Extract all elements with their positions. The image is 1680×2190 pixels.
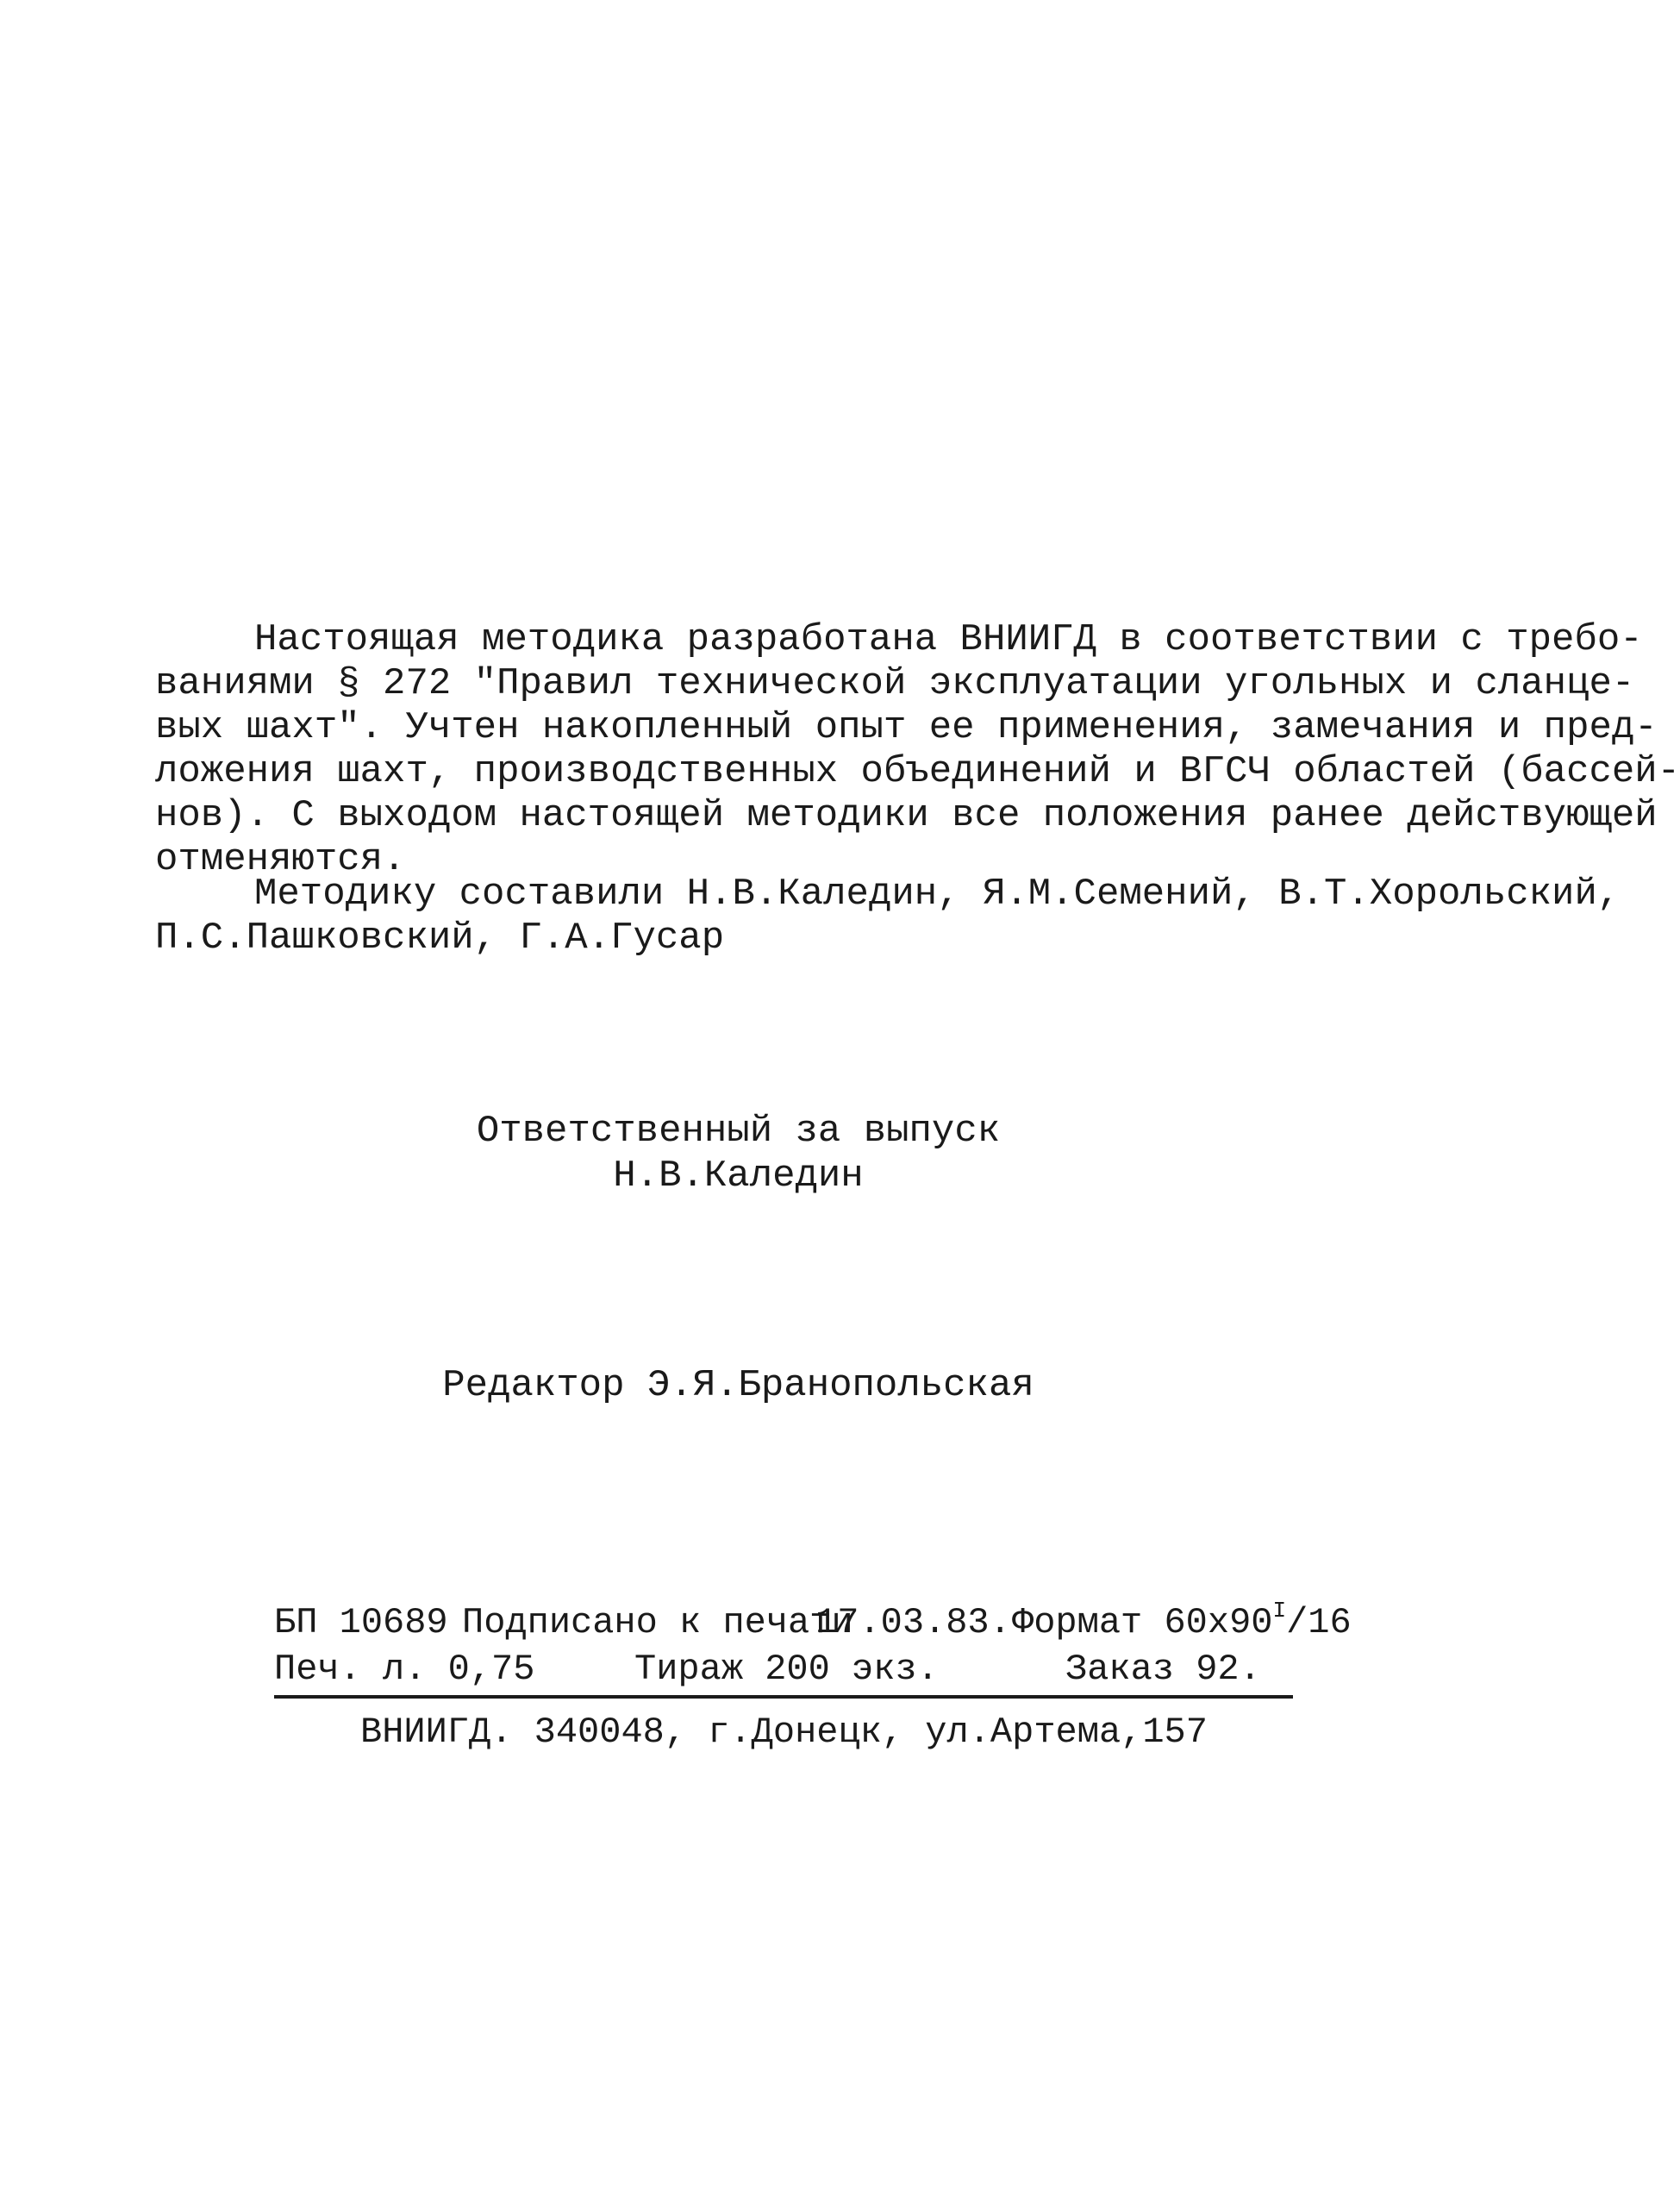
imprint-print-run: Тираж 200 экз. [634,1649,939,1690]
authors-paragraph [155,875,1620,963]
intro-line: нов). С выходом настоящей методики все положения ранее действующей [155,794,1658,837]
intro-line: отменяются. [155,838,406,881]
imprint-code: БП 10689 [274,1602,448,1643]
responsible-block [0,1110,1477,1198]
responsible-name: Н.В.Каледин [613,1154,864,1198]
imprint-format [1012,1598,1352,1643]
authors-line-1: Методику составили Н.В.Каледин, Я.М.Семений, В.Т.Хорольский, [254,873,1621,916]
authors-line-2: П.С.Пашковский, Г.А.Гусар [155,917,725,960]
imprint-divider [274,1695,1293,1699]
responsible-label: Ответственный за выпуск [476,1110,1001,1153]
intro-paragraph [155,618,1680,885]
imprint-order: Заказ 92. [1065,1649,1261,1690]
intro-line: Настоящая методика разработана ВНИИГД в соответствии с требо- [254,618,1643,661]
imprint-format-value: 60х90 [1164,1602,1273,1643]
intro-line: вых шахт". Учтен накопленный опыт ее применения, замечания и пред- [155,706,1658,749]
imprint-format-sup: I [1272,1598,1287,1624]
publisher-address: ВНИИГД. 340048, г.Донецк, ул.Артема,157 [360,1711,1208,1753]
imprint-format-tail: /16 [1286,1602,1352,1643]
imprint-sheets: Печ. л. 0,75 [274,1649,535,1690]
intro-line: ваниями § 272 "Правил технической эксплуатации угольных и сланце- [155,662,1635,705]
imprint-signed-label: Подписано к печати [462,1602,853,1643]
imprint-signed-date: 17.03.83. [815,1602,1011,1643]
intro-line: ложения шахт, производственных объединений и ВГСЧ областей (бассей- [155,750,1680,793]
imprint-format-label: Формат [1012,1602,1143,1643]
editor-block [0,1364,1477,1407]
editor-text: Редактор Э.Я.Бранопольская [442,1364,1034,1407]
